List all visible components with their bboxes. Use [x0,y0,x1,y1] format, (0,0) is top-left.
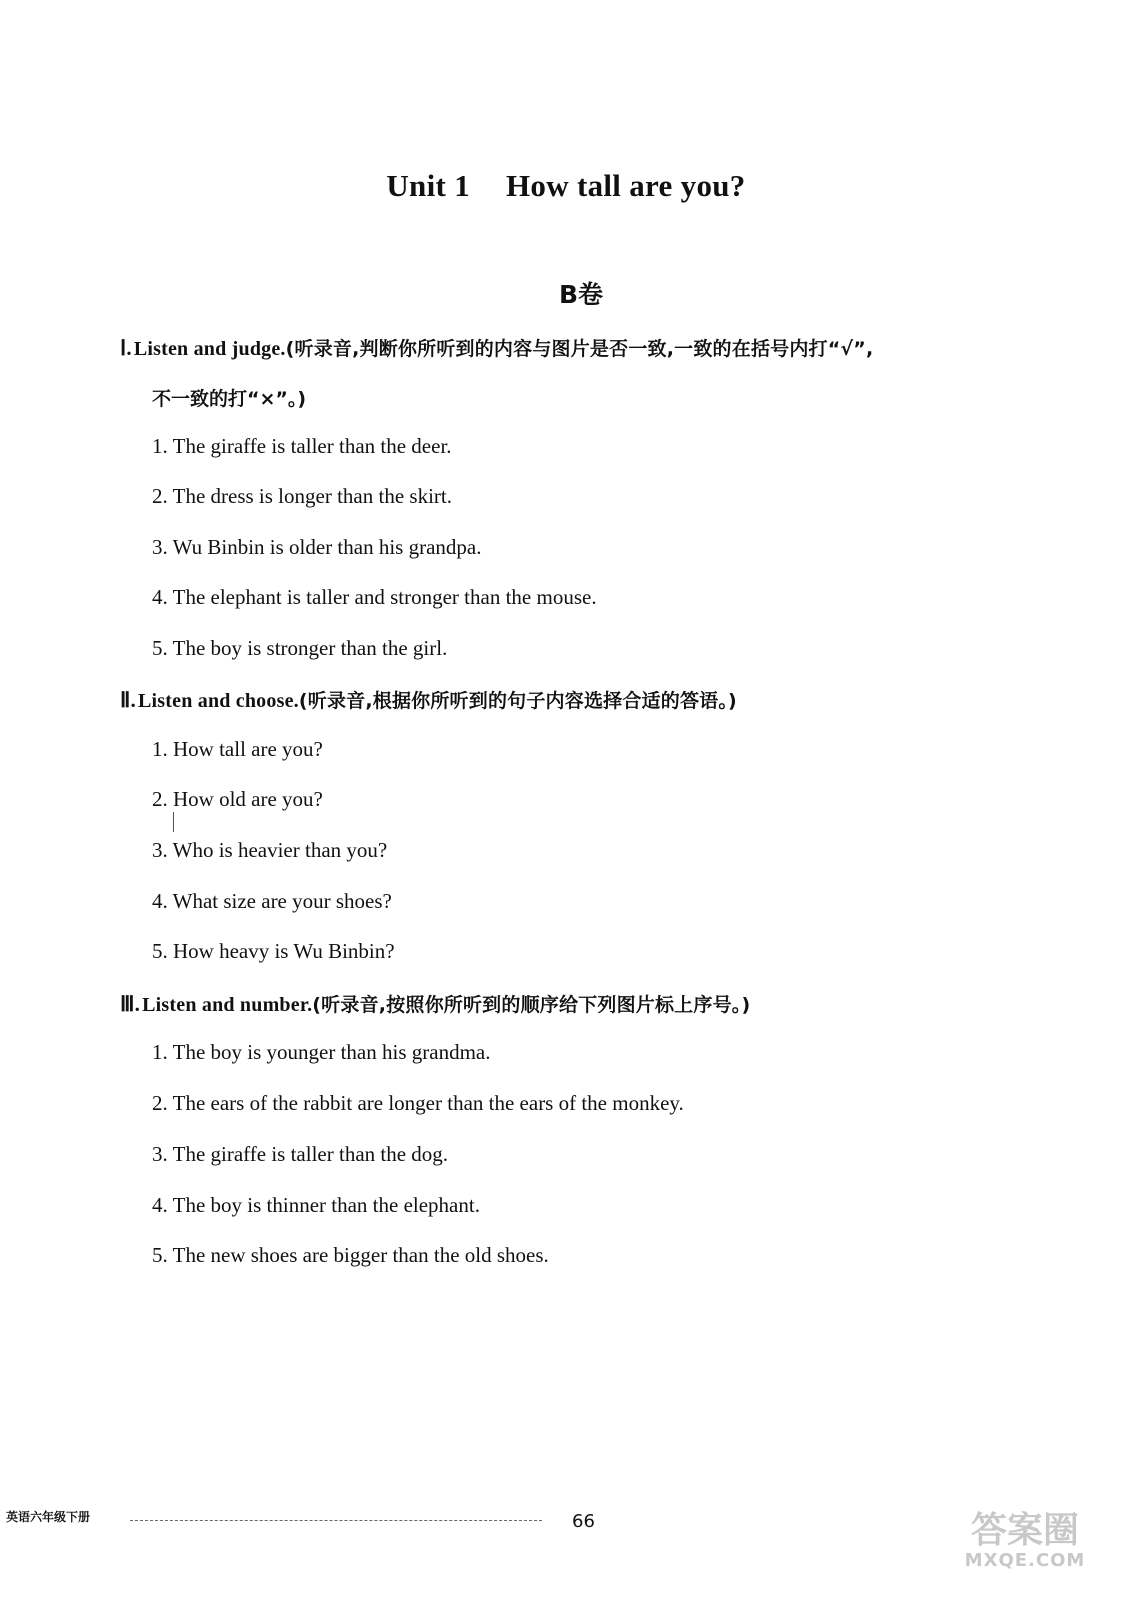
section-1-item: 4. The elephant is taller and stronger than the mouse. [152,585,597,609]
section-3-item: 5. The new shoes are bigger than the old shoes. [152,1243,549,1267]
section-1-item: 5. The boy is stronger than the girl. [152,636,448,660]
section-2-number: Ⅱ. [120,688,136,712]
section-3-item: 4. The boy is thinner than the elephant. [152,1193,480,1217]
section-1-heading [120,334,873,361]
section-1-item: 1. The giraffe is taller than the deer. [152,434,452,458]
section-2-heading [120,686,737,713]
section-1-item: 2. The dress is longer than the skirt. [152,484,452,508]
section-2-item: 3. Who is heavier than you? [152,838,388,862]
section-3-number: Ⅲ. [120,992,141,1016]
scan-mark [173,812,174,832]
section-3-heading [120,990,750,1017]
watermark-top: 答案圈 [970,1510,1079,1551]
section-1-instruction: (听录音,判断你所听到的内容与图片是否一致,一致的在括号内打“√”, [285,338,874,360]
section-2-item: 4. What size are your shoes? [152,889,392,913]
section-2-instruction: (听录音,根据你所听到的句子内容选择合适的答语。) [298,690,737,712]
section-2-item: 1. How tall are you? [152,737,323,761]
section-2-item: 5. How heavy is Wu Binbin? [152,939,395,963]
footer-divider [130,1520,542,1521]
watermark-bottom: MXQE.COM [964,1550,1086,1571]
section-3-item: 1. The boy is younger than his grandma. [152,1040,491,1064]
paper-section-tag: B卷 [558,280,604,309]
page-number: 66 [572,1511,595,1532]
footer-book-label: 英语六年级下册 [6,1510,91,1524]
section-3-item: 2. The ears of the rabbit are longer than the ears of the monkey. [152,1091,684,1115]
section-2-title: Listen and choose. [138,690,299,712]
page-title [0,168,1132,204]
section-1-title: Listen and judge. [133,338,286,360]
section-2-item: 2. How old are you? [152,787,323,811]
section-3-instruction: (听录音,按照你所听到的顺序给下列图片标上序号。) [312,994,751,1016]
watermark-logo [930,1512,1120,1571]
unit-topic: How tall are you? [506,168,746,203]
section-1-item: 3. Wu Binbin is older than his grandpa. [152,535,482,559]
section-3-item: 3. The giraffe is taller than the dog. [152,1142,449,1166]
section-1-number: Ⅰ. [120,336,132,360]
unit-label: Unit 1 [386,168,470,203]
section-1-instruction-cont: 不一致的打“×”。) [152,388,307,410]
section-3-title: Listen and number. [142,994,313,1016]
